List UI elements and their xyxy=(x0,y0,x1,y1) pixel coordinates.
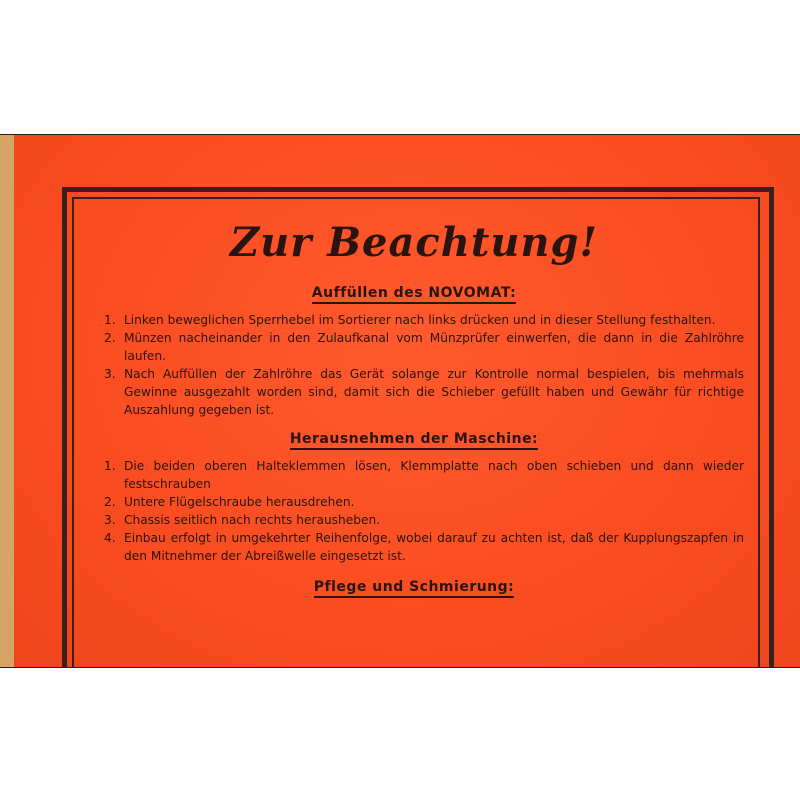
item-number: 1. xyxy=(104,313,116,327)
item-text: Chassis seitlich nach rechts herausheben. xyxy=(124,513,381,527)
list-item xyxy=(104,511,744,529)
section-refill xyxy=(84,285,744,419)
instruction-list xyxy=(84,457,744,565)
item-number: 2. xyxy=(104,331,116,345)
list-item xyxy=(104,365,744,419)
item-text: Münzen nacheinander in den Zulaufkanal vom Münzprüfer einwerfen, die dann in die Zahlröhre laufen. xyxy=(124,331,744,363)
section-remove-machine xyxy=(84,431,744,565)
section-heading xyxy=(84,431,744,447)
orange-notice-sheet xyxy=(14,135,800,667)
item-text: Linken beweglichen Sperrhebel im Sortierer nach links drücken und in dieser Stellung festhalten. xyxy=(124,313,716,327)
list-item xyxy=(104,529,744,565)
item-text: Einbau erfolgt in umgekehrter Reihenfolge, wobei darauf zu achten ist, daß der Kupplungszapfen in den Mitnehmer der Abreißwelle eingesetzt ist. xyxy=(124,531,744,563)
document-photo xyxy=(0,134,800,668)
item-text: Die beiden oberen Halteklemmen lösen, Klemmplatte nach oben schieben und dann wieder festschrauben xyxy=(124,459,744,491)
section-heading-text: Pflege und Schmierung: xyxy=(314,579,515,598)
section-care-lubrication xyxy=(84,579,744,595)
section-heading-text: Herausnehmen der Maschine: xyxy=(290,431,538,450)
item-number: 4. xyxy=(104,531,116,545)
item-number: 1. xyxy=(104,459,116,473)
section-heading xyxy=(84,579,744,595)
list-item xyxy=(104,311,744,329)
notice-title: Zur Beachtung! xyxy=(229,219,599,266)
section-heading xyxy=(84,285,744,301)
section-heading-text: Auffüllen des NOVOMAT: xyxy=(312,285,516,304)
instruction-list xyxy=(84,311,744,419)
item-text: Nach Auffüllen der Zahlröhre das Gerät solange zur Kontrolle normal bespielen, bis mehrmals Gewinne ausgezahlt worden sind, damit sich die Schieber gefüllt haben und Gewähr für richtige Auszahlung gegeben ist. xyxy=(124,367,744,417)
list-item xyxy=(104,493,744,511)
list-item xyxy=(104,329,744,365)
item-number: 2. xyxy=(104,495,116,509)
notice-content xyxy=(84,219,744,605)
item-text: Untere Flügelschraube herausdrehen. xyxy=(124,495,355,509)
item-number: 3. xyxy=(104,513,116,527)
list-item xyxy=(104,457,744,493)
item-number: 3. xyxy=(104,367,116,381)
